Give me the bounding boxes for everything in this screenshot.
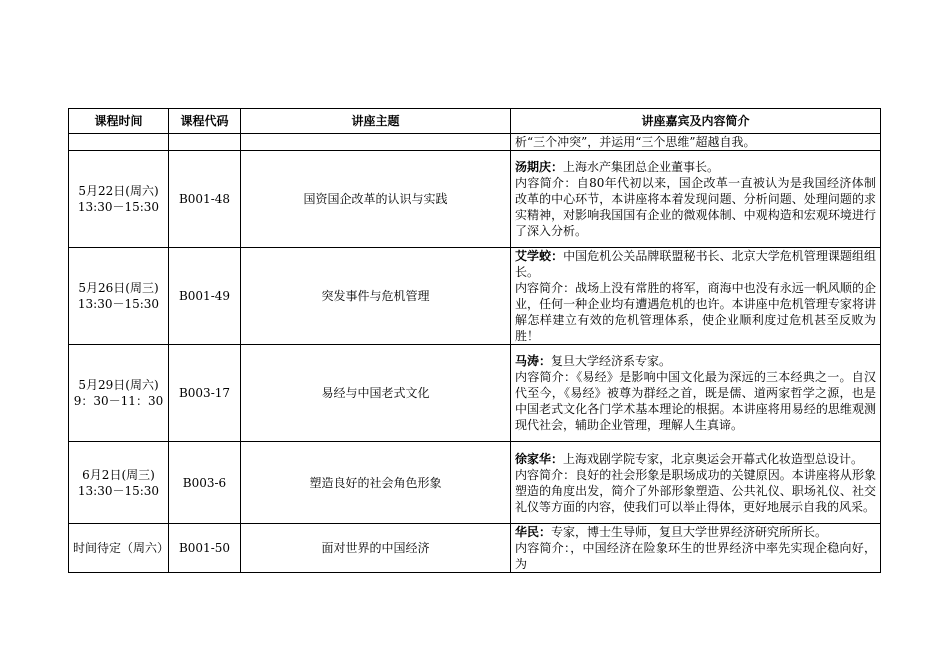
table-row xyxy=(69,345,881,442)
course-time xyxy=(69,345,169,442)
table-row xyxy=(69,248,881,345)
lecture-topic: 突发事件与危机管理 xyxy=(241,248,511,345)
table-row xyxy=(69,151,881,248)
table-header-row xyxy=(69,109,881,134)
lecture-topic: 易经与中国老式文化 xyxy=(241,345,511,442)
speaker-name: 马涛： xyxy=(515,354,552,368)
lecture-intro: 内容简介：自80年代初以来，国企改革一直被认为是我国经济体制改革的中心环节，本讲座将本着发现问题、分析问题、处理问题的求实精神，对影响我国国有企业的微观体制、中观构造和宏观环境进行了深入分析。 xyxy=(515,176,876,238)
course-hours: 13:30－15:30 xyxy=(77,297,160,311)
course-date: 时间待定（周六） xyxy=(73,541,170,555)
course-date: 5月22日(周六) xyxy=(78,184,159,198)
continuation-row xyxy=(69,134,881,151)
course-hours: 13:30－15:30 xyxy=(77,483,160,498)
lecture-intro: 内容简介：《易经》是影响中国文化最为深远的三本经典之一。自汉代至今，《易经》被尊为群经之首，既是儒、道两家哲学之源，也是中国老式文化各门学术基本理论的根据。本讲座将用易经的思维观测现代社会，辅助企业管理，理解人生真谛。 xyxy=(515,370,876,432)
speaker-name: 华民： xyxy=(515,525,552,539)
speaker-name: 艾学蛟： xyxy=(515,249,564,263)
course-code: B003-17 xyxy=(169,345,241,442)
course-hours: 13:30－15:30 xyxy=(77,200,160,214)
speaker-intro xyxy=(511,524,881,573)
table-row xyxy=(69,442,881,524)
course-time xyxy=(69,524,169,573)
course-code: B003-6 xyxy=(169,442,241,524)
course-date: 5月29日(周六) xyxy=(78,378,159,392)
speaker-name: 汤期庆： xyxy=(515,160,564,174)
speaker-info: 上海水产集团总企业董事长。 xyxy=(563,160,720,174)
table-row xyxy=(69,524,881,573)
course-date: 5月26日(周三) xyxy=(78,281,159,295)
header-course-time: 课程时间 xyxy=(69,109,169,134)
continuation-text: 析“三个冲突”，并运用“三个思维”超越自我。 xyxy=(511,134,881,151)
speaker-info: 中国危机公关品牌联盟秘书长、北京大学危机管理课题组组长。 xyxy=(515,249,876,279)
speaker-intro xyxy=(511,248,881,345)
header-lecture-topic: 讲座主题 xyxy=(241,109,511,134)
speaker-intro xyxy=(511,345,881,442)
speaker-info: 专家，博士生导师，复旦大学世界经济研究所所长。 xyxy=(551,525,828,539)
lecture-topic: 塑造良好的社会角色形象 xyxy=(241,442,511,524)
lecture-topic: 面对世界的中国经济 xyxy=(241,524,511,573)
course-code: B001-49 xyxy=(169,248,241,345)
speaker-intro xyxy=(511,442,881,524)
course-code: B001-50 xyxy=(169,524,241,573)
course-time xyxy=(69,151,169,248)
lecture-intro: 内容简介：良好的社会形象是职场成功的关键原因。本讲座将从形象塑造的角度出发，简介了外部形象塑造、公共礼仪、职场礼仪、社交礼仪等方面的内容，使我们可以举止得体，更好地展示自我的风采。 xyxy=(515,467,876,514)
lecture-schedule-table xyxy=(68,108,881,573)
speaker-info: 复旦大学经济系专家。 xyxy=(551,354,672,368)
header-course-code: 课程代码 xyxy=(169,109,241,134)
course-date: 6月2日(周三) xyxy=(82,467,155,482)
course-time xyxy=(69,248,169,345)
lecture-topic: 国资国企改革的认识与实践 xyxy=(241,151,511,248)
lecture-intro: 内容简介：战场上没有常胜的将军，商海中也没有永远一帆风顺的企业，任何一种企业均有遭遇危机的也许。本讲座中危机管理专家将讲解怎样建立有效的危机管理体系，使企业顺利度过危机甚至反败为胜！ xyxy=(515,281,876,343)
course-hours: 9：30－11：30 xyxy=(73,394,164,408)
speaker-intro xyxy=(511,151,881,248)
speaker-info: 上海戏剧学院专家，北京奥运会开幕式化妆造型总设计。 xyxy=(563,451,864,466)
header-speaker-intro: 讲座嘉宾及内容简介 xyxy=(511,109,881,134)
lecture-intro: 内容简介：，中国经济在险象环生的世界经济中率先实现企稳向好，为 xyxy=(515,541,876,571)
speaker-name: 徐家华： xyxy=(515,451,564,466)
course-code: B001-48 xyxy=(169,151,241,248)
course-time xyxy=(69,442,169,524)
